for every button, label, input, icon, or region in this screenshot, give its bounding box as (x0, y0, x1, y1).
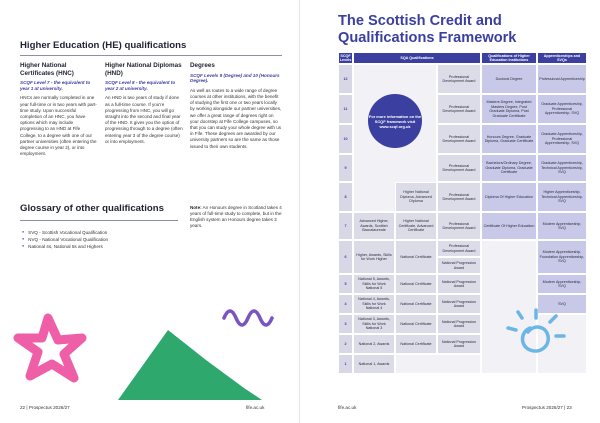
hnd-title: Higher National Diplomas (HND) (105, 62, 182, 77)
degrees-title: Degrees (190, 62, 215, 69)
npa-3: National Progression Award (437, 314, 481, 334)
npa-4: National Progression Award (437, 294, 481, 314)
he-8: Diploma Of Higher Education (481, 182, 537, 212)
nc-3: National Certificate (395, 314, 437, 334)
note-text: An Honours degree in Scotland takes 4 years of full-time study to complete, but in the English system an Honours degree takes 3 years. (190, 205, 282, 229)
higher-6: Higher, Awards, Skills for Work Higher (353, 240, 395, 274)
npa-2: National Progression Award (437, 334, 481, 354)
degrees-body: As well as routes to a wide range of degree courses at other institutions, with the benefit of studying the first one or two years locally by working alongside our partner universities, we offer a great range of degrees right on your doorstep at Fife College campuses, so that you can study your whole degree with us in Fife. These degrees are awarded by our university partners so are the same as those issued to their own students. (190, 87, 282, 149)
pda-10: Professional Development Award (437, 124, 481, 154)
pda-7: Professional Development Award (437, 212, 481, 240)
national-5: National 5, Awards, Skills for Work National 5 (353, 274, 395, 294)
he-9: Bachelors/Ordinary Degree, Graduate Diploma, Graduate Certificate (481, 154, 537, 182)
header-he: Qualifications of Higher Education Institutions (481, 52, 537, 64)
glossary-item: ● National 4s, National 5s and Highers (22, 243, 108, 250)
national-4: National 4, Awards, Skills for Work National 4 (353, 294, 395, 314)
glossary-item: ● SVQ - Scottish Vocational Qualification (22, 229, 108, 236)
nc-5: National Certificate (395, 274, 437, 294)
he-blank-area (481, 240, 537, 374)
he-heading: Higher Education (HE) qualifications (20, 40, 187, 51)
he-11: Masters Degree, Integrated Masters Degree, Post Graduate Diploma, Post Graduate Certificate (481, 94, 537, 124)
app-7: Modern Apprenticeship, SVQ (537, 212, 587, 240)
app-6: Modern Apprenticeship, Foundation Apprenticeship, SVQ (537, 240, 587, 274)
sqa-blank-bottom (395, 354, 481, 374)
right-page-number: Prospectus 2026/27 | 23 (522, 405, 572, 410)
level-1: 1 (338, 354, 353, 374)
hnd-8: Higher National Diploma, Advanced Diploma (395, 182, 437, 212)
hnd-subtitle: SCQF Level 8 - the equivalent to year 2 at university. (105, 80, 176, 91)
hnc-body: HNCs are normally completed in one year full-time or in two years with part-time study. Upon successful completion of an HNC, you have options which may include progressing to an HND at Fife College, to a degree with one of our partner universities (often entering the degree course in year 2), or into employment. (20, 95, 97, 157)
level-8: 8 (338, 182, 353, 212)
level-2: 2 (338, 334, 353, 354)
level-7: 7 (338, 212, 353, 240)
npa-6: National Progression Award (437, 257, 481, 274)
hnc-title: Higher National Certificates (HNC) (20, 62, 74, 77)
level-10: 10 (338, 124, 353, 154)
degrees-subtitle: SCQF Levels 9 (Degree) and 10 (Honours Degree). (190, 72, 280, 84)
he-12: Doctoral Degree (481, 64, 537, 94)
app-9: Graduate Apprenticeship, Technical Apprenticeship, SVQ (537, 154, 587, 182)
app-5: Modern Apprenticeship, SVQ (537, 274, 587, 294)
app-4: SVQ (537, 294, 587, 314)
pda-9: Professional Development Award (437, 154, 481, 182)
glossary-heading: Glossary of other qualifications (20, 203, 164, 214)
header-apprenticeships: Apprenticeships and SVQs (537, 52, 587, 64)
right-page (300, 0, 600, 423)
level-11: 11 (338, 94, 353, 124)
level-6: 6 (338, 240, 353, 274)
level-3: 3 (338, 314, 353, 334)
nc-4: National Certificate (395, 294, 437, 314)
level-4: 4 (338, 294, 353, 314)
he-10: Honours Degree, Graduate Diploma, Graduate Certificate (481, 124, 537, 154)
pda-8: Professional Development Award (437, 182, 481, 212)
app-11: Graduate Apprenticeship, Professional Apprenticeship, SVQ (537, 94, 587, 124)
pda-6: Professional Development Award (437, 240, 481, 257)
hnd-body: An HND is two years of study if done as a full-time course. If you're progressing from HNC, you will go straight into the second and final year of the HND. It gives you the option of progressing through to a degree (often entering year 3 of the degree course) or into employment. (105, 95, 183, 144)
level-9: 9 (338, 154, 353, 182)
purple-squiggle (224, 311, 272, 325)
left-site-url: fife.ac.uk (246, 405, 265, 410)
national-1: National 1, Awards (353, 354, 395, 374)
hnc-subtitle: SCQF Level 7 - the equivalent to year 1 at university. (20, 80, 91, 91)
national-2: National 2, Awards (353, 334, 395, 354)
adv-higher-7: Advanced Higher, Awards, Scottish Baccalaureate (353, 212, 395, 240)
glossary-item: ● NVQ - National Vocational Qualification (22, 236, 108, 243)
nc-6: National Certificate (395, 240, 437, 274)
header-sqa: SQA Qualifications (353, 52, 481, 64)
left-page-number: 22 | Prospectus 2026/27 (20, 405, 70, 410)
note-label: Note: (190, 205, 202, 210)
scqf-info-circle: For more information on the SCQF framework visit www.scqf.org.uk (368, 94, 422, 148)
app-8: Higher Apprenticeship, Technical Apprenticeship, SVQ (537, 182, 587, 212)
app-blank-area (537, 314, 587, 374)
scqf-framework-table (338, 52, 587, 377)
hnc-7: Higher National Certificate, Advanced Certificate (395, 212, 437, 240)
pda-12: Professional Development Award (437, 64, 481, 94)
header-levels: SCQF Levels (339, 53, 352, 62)
nc-2: National Certificate (395, 334, 437, 354)
npa-5: National Progression Award (437, 274, 481, 294)
level-5: 5 (338, 274, 353, 294)
pink-star-shape (18, 318, 82, 378)
national-3: National 3, Awards, Skills for Work National 3 (353, 314, 395, 334)
he-7: Certificate Of Higher Education (481, 212, 537, 240)
app-10: Graduate Apprenticeship, Professional Apprenticeship, SVQ (537, 124, 587, 154)
pda-11: Professional Development Award (437, 94, 481, 124)
green-arrow-shape (118, 330, 262, 400)
level-12: 12 (338, 64, 353, 94)
right-site-url: fife.ac.uk (338, 405, 357, 410)
app-12: Professional Apprenticeship (537, 64, 587, 94)
scqf-heading: The Scottish Credit and Qualifications Framework (338, 13, 517, 46)
